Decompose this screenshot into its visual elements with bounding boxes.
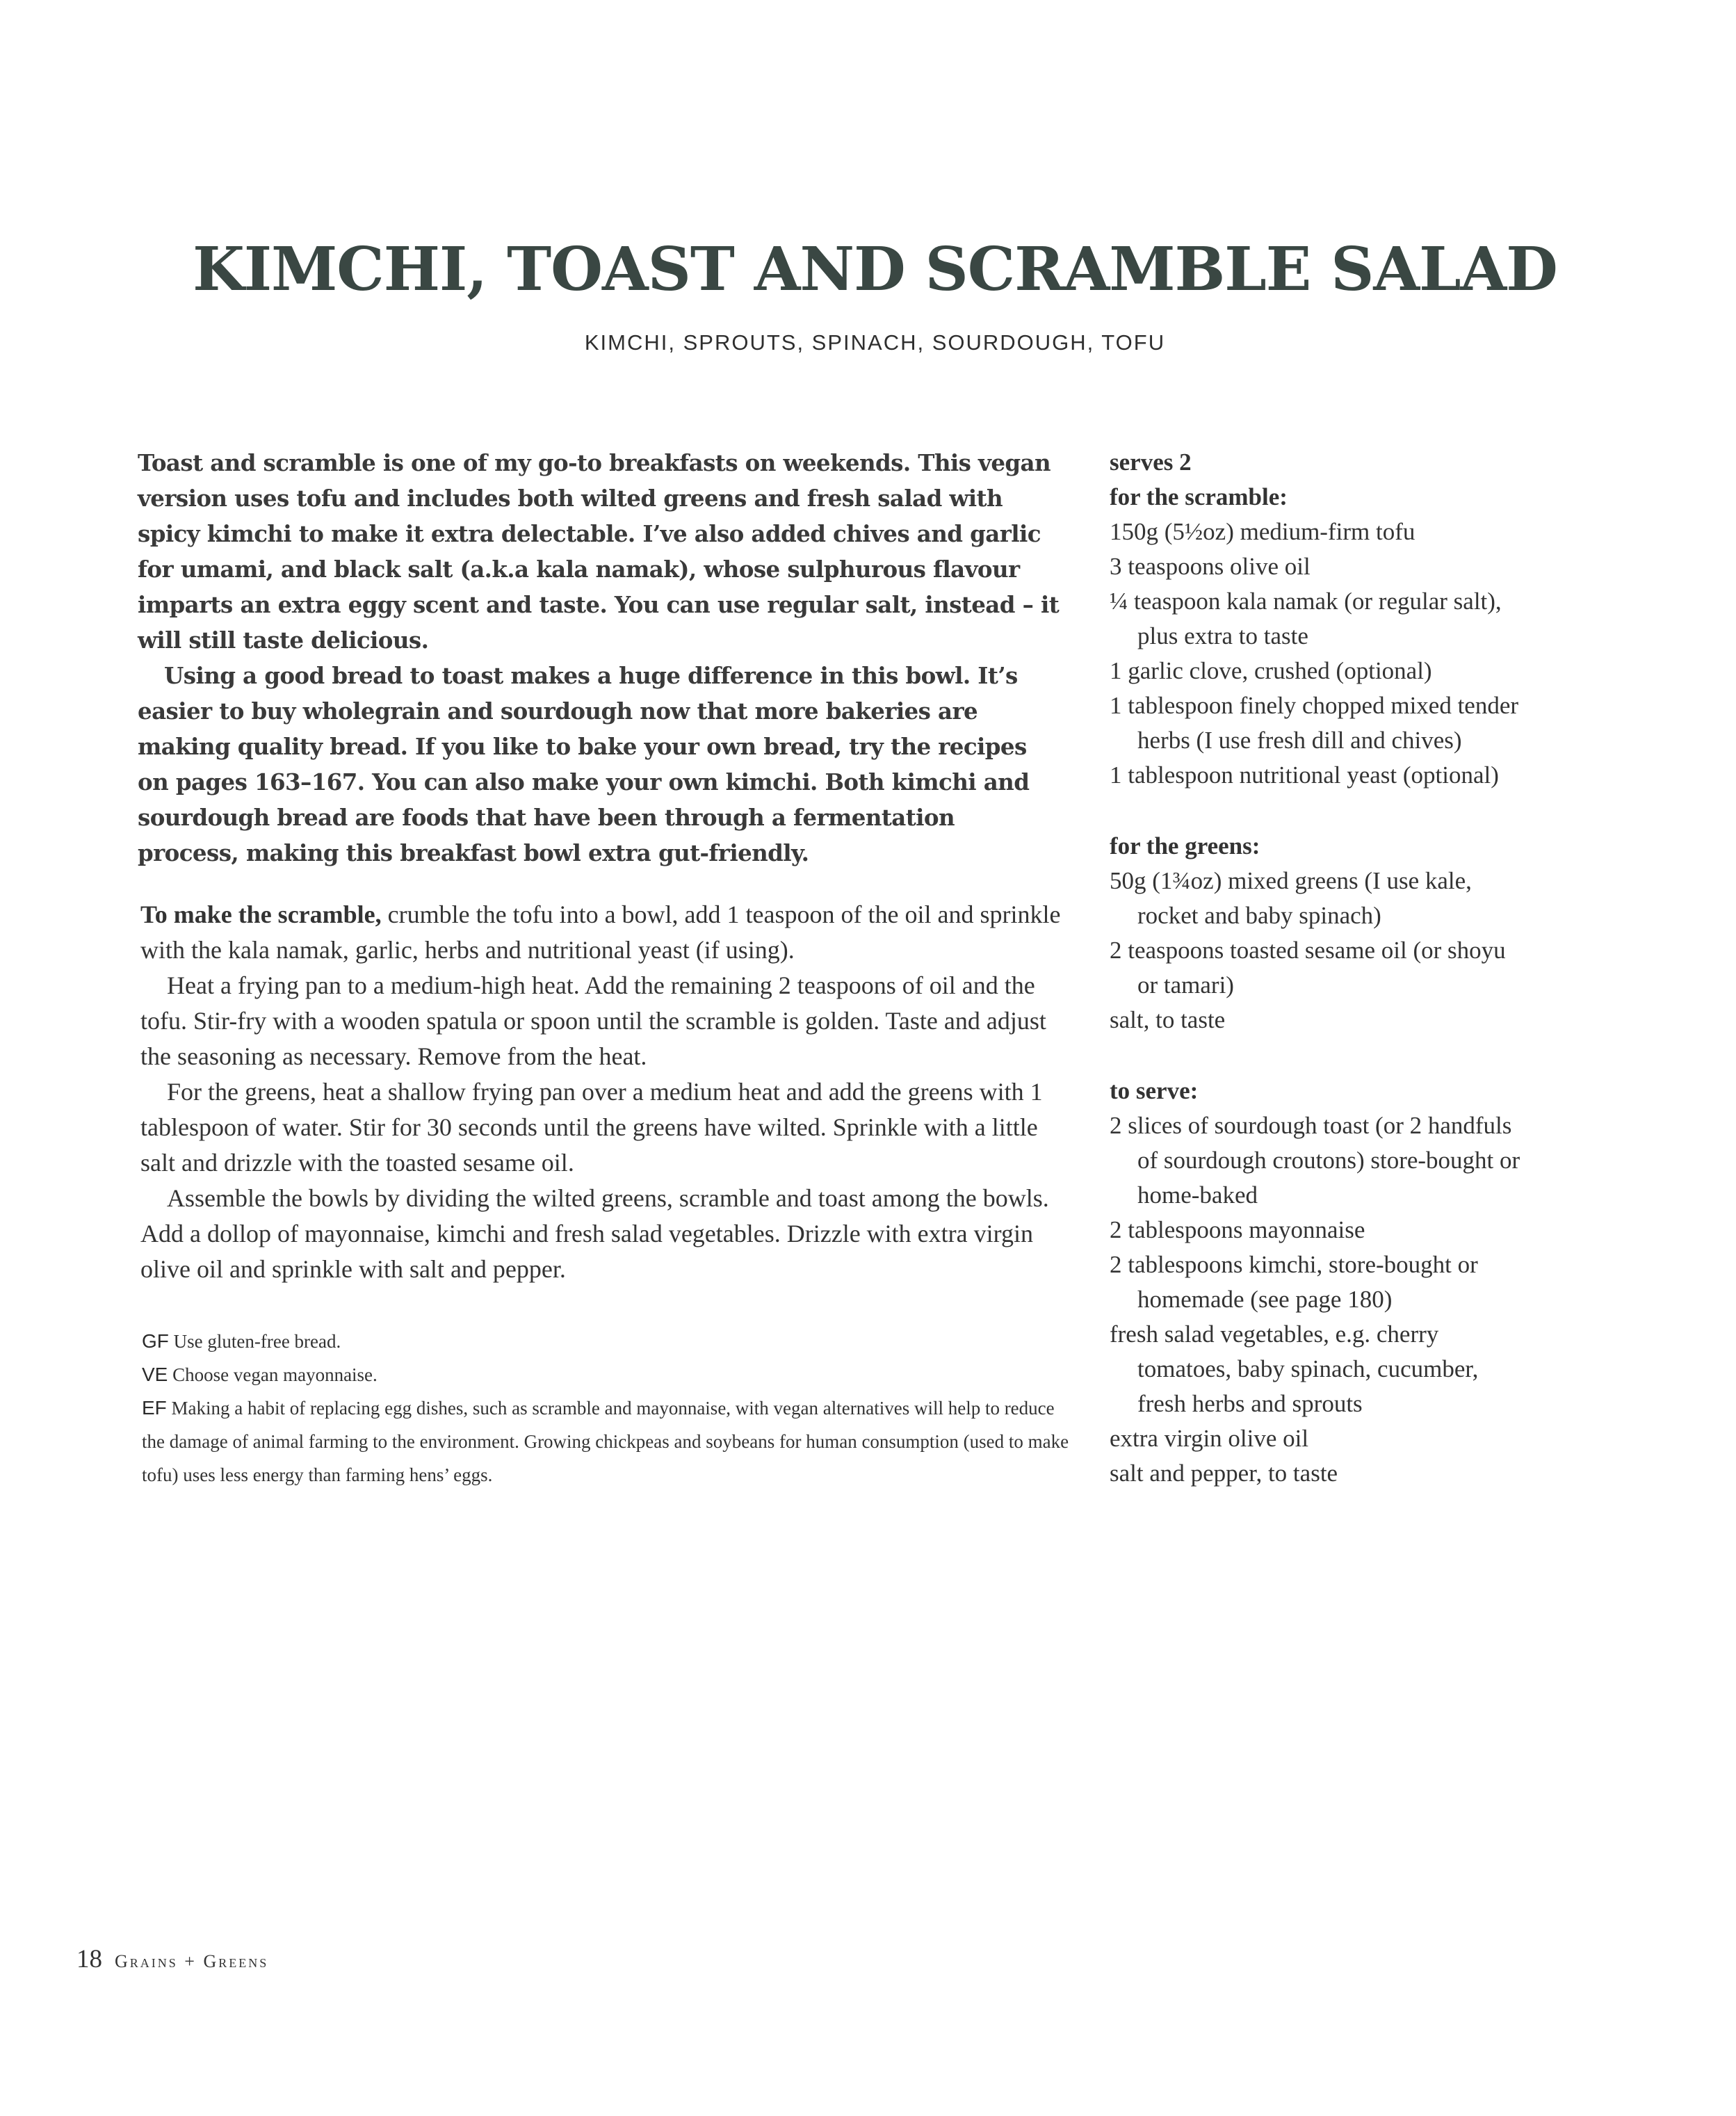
ingredient-item: 1 tablespoon nutritional yeast (optional) (1110, 761, 1499, 789)
note-code: VE (142, 1364, 168, 1385)
book-title: Grains + Greens (115, 1951, 269, 1971)
ingredient-item: salt and pepper, to taste (1110, 1460, 1338, 1487)
method-first-text: crumble the tofu into a bowl, add 1 teaspoon of the oil and sprinkle with the kala namak, garlic, herbs and nutritional yeast (if using). (140, 900, 1061, 964)
serves-label: serves 2 (1110, 449, 1192, 476)
ingredient-heading: to serve: (1110, 1077, 1199, 1104)
method-lead: To make the scramble, (140, 900, 382, 928)
dietary-note (142, 1325, 1080, 1358)
method-paragraph: Heat a frying pan to a medium-high heat. Add the remaining 2 teaspoons of oil and the tofu. Stir-fry with a wooden spatula or spoon until the scramble is golden. Taste and adjust the seasoning as necessary. Remove from the heat. (140, 971, 1046, 1070)
ingredient-group-scramble (1110, 445, 1527, 793)
recipe-subtitle: KIMCHI, SPROUTS, SPINACH, SOURDOUGH, TOFU (584, 330, 1166, 355)
ingredient-item: 2 tablespoons mayonnaise (1110, 1216, 1365, 1243)
recipe-title: KIMCHI, TOAST AND SCRAMBLE SALAD (193, 234, 1557, 305)
method-paragraph: For the greens, heat a shallow frying pan over a medium heat and add the greens with 1 tablespoon of water. Stir for 30 seconds until the greens have wilted. Sprinkle with a little salt and drizzle with the toasted sesame oil. (140, 1078, 1043, 1177)
ingredient-item: 150g (5½oz) medium-firm tofu (1110, 518, 1415, 545)
ingredient-item: 3 teaspoons olive oil (1110, 553, 1311, 580)
ingredient-item: 2 tablespoons kimchi, store-bought or homemade (see page 180) (1110, 1251, 1478, 1313)
ingredient-heading: for the greens: (1110, 832, 1260, 859)
method-paragraph: Assemble the bowls by dividing the wilted greens, scramble and toast among the bowls. Add a dollop of mayonnaise, kimchi and fresh salad vegetables. Drizzle with extra virgin olive oil and sprinkle with salt and pepper. (140, 1184, 1049, 1283)
intro-paragraph: Toast and scramble is one of my go-to breakfasts on weekends. This vegan version uses tofu and includes both wilted greens and fresh salad with spicy kimchi to make it extra delectable. I’ve also added chives and garlic for umami, and black salt (a.k.a kala namak), whose sulphurous flavour imparts an extra eggy scent and taste. You can use regular salt, instead – it will still taste delicious. (138, 449, 1060, 654)
note-code: GF (142, 1330, 169, 1352)
ingredient-heading: for the scramble: (1110, 483, 1288, 510)
method-paragraph (140, 897, 1065, 968)
ingredient-item: fresh salad vegetables, e.g. cherry tomatoes, baby spinach, cucumber, fresh herbs and sprouts (1110, 1321, 1479, 1417)
ingredients-list (1110, 445, 1527, 1527)
page-number: 18 (76, 1945, 102, 1973)
ingredient-item: salt, to taste (1110, 1006, 1226, 1033)
ingredient-items (1110, 1108, 1527, 1491)
method-text (140, 897, 1065, 1287)
ingredient-item: 50g (1¾oz) mixed greens (I use kale, rocket and baby spinach) (1110, 867, 1472, 929)
ingredient-group-greens (1110, 829, 1527, 1037)
ingredient-item: 2 slices of sourdough toast (or 2 handfuls of sourdough croutons) store-bought or home-baked (1110, 1112, 1520, 1209)
ingredient-item: extra virgin olive oil (1110, 1425, 1309, 1452)
ingredient-item: 1 tablespoon finely chopped mixed tender herbs (I use fresh dill and chives) (1110, 692, 1519, 754)
ingredient-items (1110, 515, 1527, 793)
ingredient-items (1110, 864, 1527, 1037)
note-text: Making a habit of replacing egg dishes, such as scramble and mayonnaise, with vegan alternatives will help to reduce the damage of animal farming to the environment. Growing chickpeas and soybeans for human consumption (used to make tofu) uses less energy than farming hens’ eggs. (142, 1398, 1069, 1485)
intro-paragraph: Using a good bread to toast makes a huge difference in this bowl. It’s easier to buy wholegrain and sourdough now that more bakeries are making quality bread. If you like to bake your own bread, try the recipes on pages 163–167. You can also make your own kimchi. Both kimchi and sourdough bread are foods that have been through a fermentation process, making this breakfast bowl extra gut-friendly. (138, 662, 1030, 866)
dietary-note (142, 1358, 1080, 1391)
note-text: Use gluten-free bread. (168, 1331, 341, 1352)
note-text: Choose vegan mayonnaise. (168, 1364, 378, 1385)
note-code: EF (142, 1397, 167, 1419)
dietary-note (142, 1391, 1080, 1492)
ingredient-item: ¼ teaspoon kala namak (or regular salt), plus extra to taste (1110, 588, 1502, 649)
ingredient-item: 2 teaspoons toasted sesame oil (or shoyu or tamari) (1110, 937, 1506, 999)
dietary-notes (142, 1325, 1080, 1492)
ingredient-item: 1 garlic clove, crushed (optional) (1110, 657, 1432, 684)
intro-text (138, 445, 1062, 871)
ingredient-group-serve (1110, 1074, 1527, 1491)
page-footer (76, 1944, 268, 1974)
